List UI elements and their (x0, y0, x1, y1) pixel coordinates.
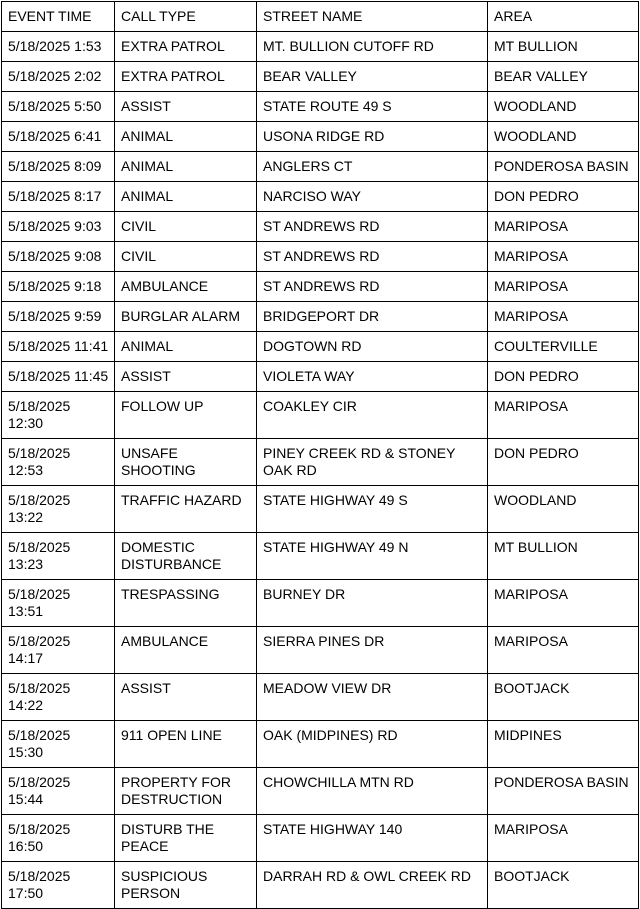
header-event-time: EVENT TIME (2, 2, 115, 32)
street-name-cell: PINEY CREEK RD & STONEY OAK RD (257, 439, 488, 486)
table-row (2, 486, 639, 533)
table-row (2, 92, 639, 122)
table-row (2, 302, 639, 332)
table-row (2, 62, 639, 92)
area-cell: WOODLAND (488, 486, 639, 533)
event-time-cell: 5/18/2025 8:17 (2, 182, 115, 212)
header-street-name: STREET NAME (257, 2, 488, 32)
area-cell: PONDEROSA BASIN (488, 768, 639, 815)
event-time-cell: 5/18/2025 17:50 (2, 862, 115, 909)
event-time-cell: 5/18/2025 13:23 (2, 533, 115, 580)
event-time-cell: 5/18/2025 13:51 (2, 580, 115, 627)
street-name-cell: ST ANDREWS RD (257, 242, 488, 272)
table-row (2, 439, 639, 486)
call-type-cell: AMBULANCE (115, 272, 257, 302)
street-name-cell: STATE HIGHWAY 49 N (257, 533, 488, 580)
street-name-cell: NARCISO WAY (257, 182, 488, 212)
area-cell: DON PEDRO (488, 362, 639, 392)
table-row (2, 533, 639, 580)
table-row (2, 332, 639, 362)
table-row (2, 580, 639, 627)
event-time-cell: 5/18/2025 5:50 (2, 92, 115, 122)
area-cell: DON PEDRO (488, 439, 639, 486)
area-cell: WOODLAND (488, 122, 639, 152)
call-type-cell: ASSIST (115, 674, 257, 721)
area-cell: PONDEROSA BASIN (488, 152, 639, 182)
area-cell: MARIPOSA (488, 815, 639, 862)
event-time-cell: 5/18/2025 1:53 (2, 32, 115, 62)
street-name-cell: DOGTOWN RD (257, 332, 488, 362)
street-name-cell: CHOWCHILLA MTN RD (257, 768, 488, 815)
table-body (2, 32, 639, 909)
table-row (2, 242, 639, 272)
street-name-cell: BRIDGEPORT DR (257, 302, 488, 332)
area-cell: MARIPOSA (488, 392, 639, 439)
street-name-cell: COAKLEY CIR (257, 392, 488, 439)
table-row (2, 32, 639, 62)
event-time-cell: 5/18/2025 9:18 (2, 272, 115, 302)
event-time-cell: 5/18/2025 15:30 (2, 721, 115, 768)
table-row (2, 152, 639, 182)
call-type-cell: FOLLOW UP (115, 392, 257, 439)
event-time-cell: 5/18/2025 9:08 (2, 242, 115, 272)
event-time-cell: 5/18/2025 8:09 (2, 152, 115, 182)
area-cell: MARIPOSA (488, 212, 639, 242)
area-cell: WOODLAND (488, 92, 639, 122)
area-cell: MARIPOSA (488, 272, 639, 302)
event-time-cell: 5/18/2025 12:53 (2, 439, 115, 486)
table-row (2, 768, 639, 815)
header-area: AREA (488, 2, 639, 32)
area-cell: MT BULLION (488, 533, 639, 580)
call-type-cell: ANIMAL (115, 122, 257, 152)
event-time-cell: 5/18/2025 11:45 (2, 362, 115, 392)
call-type-cell: ANIMAL (115, 182, 257, 212)
call-type-cell: UNSAFE SHOOTING (115, 439, 257, 486)
street-name-cell: DARRAH RD & OWL CREEK RD (257, 862, 488, 909)
table-row (2, 362, 639, 392)
event-time-cell: 5/18/2025 11:41 (2, 332, 115, 362)
call-type-cell: TRAFFIC HAZARD (115, 486, 257, 533)
event-time-cell: 5/18/2025 14:17 (2, 627, 115, 674)
area-cell: MIDPINES (488, 721, 639, 768)
call-type-cell: ANIMAL (115, 332, 257, 362)
table-row (2, 721, 639, 768)
street-name-cell: STATE HIGHWAY 49 S (257, 486, 488, 533)
area-cell: BEAR VALLEY (488, 62, 639, 92)
table-row (2, 212, 639, 242)
call-type-cell: ASSIST (115, 92, 257, 122)
street-name-cell: ANGLERS CT (257, 152, 488, 182)
table-row (2, 392, 639, 439)
call-log-table (1, 1, 639, 909)
street-name-cell: MEADOW VIEW DR (257, 674, 488, 721)
call-type-cell: CIVIL (115, 212, 257, 242)
header-row (2, 2, 639, 32)
call-type-cell: 911 OPEN LINE (115, 721, 257, 768)
area-cell: MARIPOSA (488, 242, 639, 272)
table-row (2, 674, 639, 721)
table-row (2, 122, 639, 152)
event-time-cell: 5/18/2025 14:22 (2, 674, 115, 721)
street-name-cell: ST ANDREWS RD (257, 212, 488, 242)
area-cell: MARIPOSA (488, 580, 639, 627)
event-time-cell: 5/18/2025 9:03 (2, 212, 115, 242)
event-time-cell: 5/18/2025 15:44 (2, 768, 115, 815)
call-type-cell: SUSPICIOUS PERSON (115, 862, 257, 909)
event-time-cell: 5/18/2025 12:30 (2, 392, 115, 439)
call-type-cell: EXTRA PATROL (115, 32, 257, 62)
event-time-cell: 5/18/2025 2:02 (2, 62, 115, 92)
area-cell: BOOTJACK (488, 674, 639, 721)
street-name-cell: BURNEY DR (257, 580, 488, 627)
call-type-cell: CIVIL (115, 242, 257, 272)
call-type-cell: AMBULANCE (115, 627, 257, 674)
street-name-cell: MT. BULLION CUTOFF RD (257, 32, 488, 62)
street-name-cell: STATE ROUTE 49 S (257, 92, 488, 122)
call-type-cell: DOMESTIC DISTURBANCE (115, 533, 257, 580)
area-cell: DON PEDRO (488, 182, 639, 212)
call-type-cell: EXTRA PATROL (115, 62, 257, 92)
street-name-cell: VIOLETA WAY (257, 362, 488, 392)
call-type-cell: BURGLAR ALARM (115, 302, 257, 332)
area-cell: MT BULLION (488, 32, 639, 62)
street-name-cell: ST ANDREWS RD (257, 272, 488, 302)
call-type-cell: ASSIST (115, 362, 257, 392)
table-row (2, 182, 639, 212)
area-cell: MARIPOSA (488, 302, 639, 332)
area-cell: BOOTJACK (488, 862, 639, 909)
street-name-cell: USONA RIDGE RD (257, 122, 488, 152)
street-name-cell: OAK (MIDPINES) RD (257, 721, 488, 768)
table-row (2, 862, 639, 909)
call-type-cell: PROPERTY FOR DESTRUCTION (115, 768, 257, 815)
call-type-cell: ANIMAL (115, 152, 257, 182)
call-type-cell: DISTURB THE PEACE (115, 815, 257, 862)
table-row (2, 815, 639, 862)
street-name-cell: BEAR VALLEY (257, 62, 488, 92)
event-time-cell: 5/18/2025 13:22 (2, 486, 115, 533)
area-cell: MARIPOSA (488, 627, 639, 674)
table-row (2, 272, 639, 302)
event-time-cell: 5/18/2025 6:41 (2, 122, 115, 152)
event-time-cell: 5/18/2025 9:59 (2, 302, 115, 332)
street-name-cell: SIERRA PINES DR (257, 627, 488, 674)
header-call-type: CALL TYPE (115, 2, 257, 32)
call-type-cell: TRESPASSING (115, 580, 257, 627)
street-name-cell: STATE HIGHWAY 140 (257, 815, 488, 862)
table-row (2, 627, 639, 674)
area-cell: COULTERVILLE (488, 332, 639, 362)
event-time-cell: 5/18/2025 16:50 (2, 815, 115, 862)
